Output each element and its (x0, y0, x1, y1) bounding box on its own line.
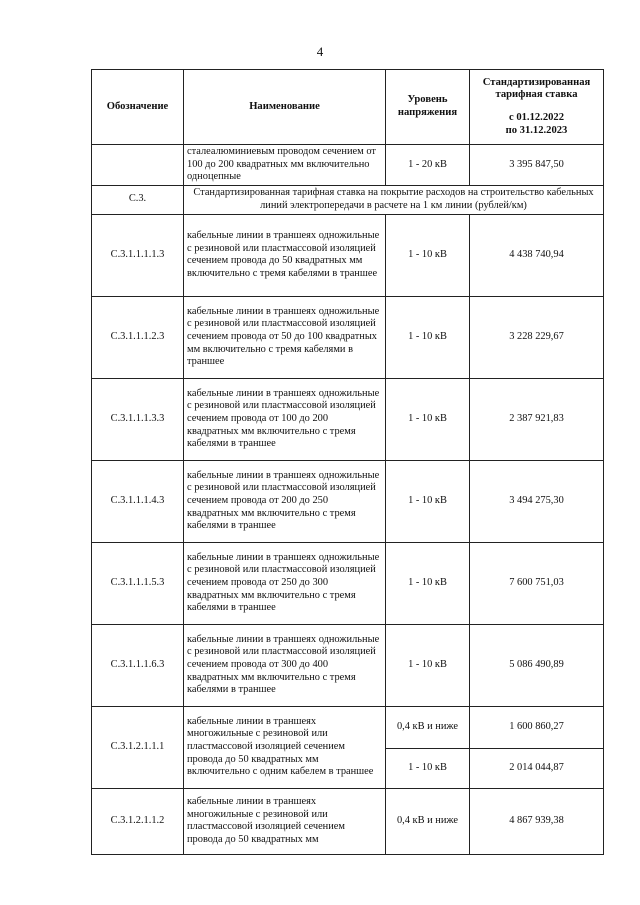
row-rate: 3 494 275,30 (470, 460, 604, 542)
row-name: кабельные линии в траншеях одножильные с резиновой или пластмассовой изоляцией сечением провода от 200 до 250 квадратных мм включительно с тремя кабелями в траншее (184, 460, 386, 542)
row-name: кабельные линии в траншеях многожильные с резиновой или пластмассовой изоляцией сечением провода до 50 квадратных мм включительно с одним кабелем в траншее (184, 706, 386, 788)
section-code: С.3. (92, 185, 184, 214)
row-code: С.3.1.1.1.1.3 (92, 214, 184, 296)
row-rate: 7 600 751,03 (470, 542, 604, 624)
row-voltage: 1 - 10 кВ (386, 542, 470, 624)
row-code: С.3.1.1.1.4.3 (92, 460, 184, 542)
header-name: Наименование (184, 70, 386, 145)
row-code: С.3.1.1.1.2.3 (92, 296, 184, 378)
table-row (92, 145, 604, 186)
header-rate-to: по 31.12.2023 (505, 124, 568, 136)
section-row (92, 185, 604, 214)
row-name: кабельные линии в траншеях одножильные с резиновой или пластмассовой изоляцией сечением провода до 50 квадратных мм включительно с тремя кабелями в траншее (184, 214, 386, 296)
row-voltage: 0,4 кВ и ниже (386, 788, 470, 854)
row-voltage: 1 - 10 кВ (386, 748, 470, 788)
row-voltage: 1 - 10 кВ (386, 460, 470, 542)
table-row (92, 296, 604, 378)
row-code: С.3.1.2.1.1.2 (92, 788, 184, 854)
row-name: кабельные линии в траншеях одножильные с резиновой или пластмассовой изоляцией сечением провода от 100 до 200 квадратных мм включительно с тремя кабелями в траншее (184, 378, 386, 460)
row-name: кабельные линии в траншеях одножильные с резиновой или пластмассовой изоляцией сечением провода от 300 до 400 квадратных мм включительно с тремя кабелями в траншее (184, 624, 386, 706)
table-row (92, 542, 604, 624)
row-name: кабельные линии в траншеях одножильные с резиновой или пластмассовой изоляцией сечением провода от 50 до 100 квадратных мм включительно с тремя кабелями в траншее (184, 296, 386, 378)
row-name: кабельные линии в траншеях одножильные с резиновой или пластмассовой изоляцией сечением провода от 250 до 300 квадратных мм включительно с тремя кабелями в траншее (184, 542, 386, 624)
row-rate: 2 014 044,87 (470, 748, 604, 788)
header-designation: Обозначение (92, 70, 184, 145)
table-row (92, 214, 604, 296)
table-row (92, 788, 604, 854)
rows-body (92, 214, 604, 706)
continuation-rate: 3 395 847,50 (470, 145, 604, 186)
table-row (92, 378, 604, 460)
section-title: Стандартизированная тарифная ставка на покрытие расходов на строительство кабельных линий электропередачи в расчете на 1 км линии (рублей/км) (184, 185, 604, 214)
row-voltage: 1 - 10 кВ (386, 378, 470, 460)
table-row (92, 706, 604, 748)
page-number: 4 (316, 44, 324, 59)
row-voltage: 1 - 10 кВ (386, 296, 470, 378)
table-row (92, 460, 604, 542)
header-rate (470, 70, 604, 145)
row-rate: 4 867 939,38 (470, 788, 604, 854)
table-row (92, 624, 604, 706)
row-rate: 5 086 490,89 (470, 624, 604, 706)
row-name: кабельные линии в траншеях многожильные с резиновой или пластмассовой изоляцией сечением провода до 50 квадратных мм (184, 788, 386, 854)
row-rate: 2 387 921,83 (470, 378, 604, 460)
row-voltage: 0,4 кВ и ниже (386, 706, 470, 748)
row-voltage: 1 - 10 кВ (386, 624, 470, 706)
row-voltage: 1 - 10 кВ (386, 214, 470, 296)
header-rate-from: с 01.12.2022 (508, 112, 565, 123)
table-header-row (92, 70, 604, 145)
row-code: С.3.1.1.1.5.3 (92, 542, 184, 624)
continuation-name: сталеалюминиевым проводом сечением от 100 до 200 квадратных мм включительно одноцепные (184, 145, 386, 186)
continuation-code (92, 145, 184, 186)
row-code: С.3.1.2.1.1.1 (92, 706, 184, 788)
row-rate: 3 228 229,67 (470, 296, 604, 378)
row-code: С.3.1.1.1.6.3 (92, 624, 184, 706)
row-rate: 1 600 860,27 (470, 706, 604, 748)
row-code: С.3.1.1.1.3.3 (92, 378, 184, 460)
row-rate: 4 438 740,94 (470, 214, 604, 296)
header-voltage: Уровень напряжения (386, 70, 470, 145)
tariff-table (91, 69, 604, 855)
header-rate-title: Стандартизированная тарифная ставка (482, 76, 591, 101)
continuation-voltage: 1 - 20 кВ (386, 145, 470, 186)
